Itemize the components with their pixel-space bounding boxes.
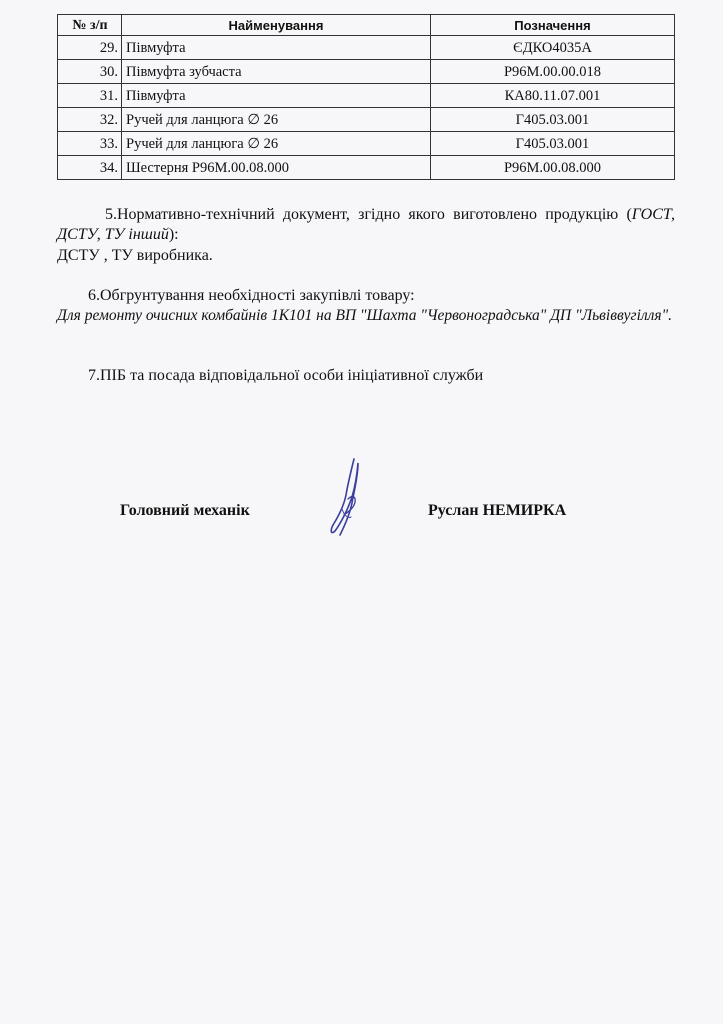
row-num: 34. (58, 156, 122, 180)
row-code: ЄДКО4035А (431, 36, 675, 60)
signatory-role: Головний механік (120, 502, 250, 519)
section-6-answer: Для ремонту очисних комбайнів 1К101 на ВП "Шахта "Червоноградська" ДП "Львіввугілля". (57, 307, 673, 324)
section-6-heading: 6.Обгрунтування необхідності закупівлі товару: (88, 287, 415, 304)
row-name: Півмуфта (122, 36, 431, 60)
handwritten-signature (318, 455, 378, 541)
row-name: Півмуфта (122, 84, 431, 108)
row-code: Р96М.00.00.018 (431, 60, 675, 84)
header-num: № з/п (58, 15, 122, 36)
items-table (57, 14, 675, 180)
row-code: КА80.11.07.001 (431, 84, 675, 108)
section-5-italic: ГОСТ, ДСТУ, ТУ інший (57, 206, 675, 243)
row-name: Шестерня Р96М.00.08.000 (122, 156, 431, 180)
row-num: 31. (58, 84, 122, 108)
section-5-answer: ДСТУ , ТУ виробника. (57, 247, 213, 264)
table-header-row (58, 15, 675, 36)
table-row (58, 108, 675, 132)
row-code: Р96М.00.08.000 (431, 156, 675, 180)
row-code: Г405.03.001 (431, 108, 675, 132)
section-5-text: 5.Нормативно-технічний документ, згідно якого виготовлено продукцію ( (105, 206, 632, 223)
row-code: Г405.03.001 (431, 132, 675, 156)
table-row (58, 84, 675, 108)
header-name: Найменування (122, 15, 431, 36)
table-row (58, 132, 675, 156)
row-num: 32. (58, 108, 122, 132)
header-code: Позначення (431, 15, 675, 36)
row-name: Півмуфта зубчаста (122, 60, 431, 84)
row-name: Ручей для ланцюга ∅ 26 (122, 132, 431, 156)
table-row (58, 36, 675, 60)
section-5-tail: ): (168, 226, 179, 243)
signatory-name: Руслан НЕМИРКА (428, 502, 567, 519)
row-num: 29. (58, 36, 122, 60)
table-row (58, 60, 675, 84)
table-row (58, 156, 675, 180)
section-7-heading: 7.ПІБ та посада відповідальної особи ініціативної служби (88, 367, 484, 384)
section-5-paragraph (57, 205, 675, 245)
row-num: 33. (58, 132, 122, 156)
row-name: Ручей для ланцюга ∅ 26 (122, 108, 431, 132)
row-num: 30. (58, 60, 122, 84)
